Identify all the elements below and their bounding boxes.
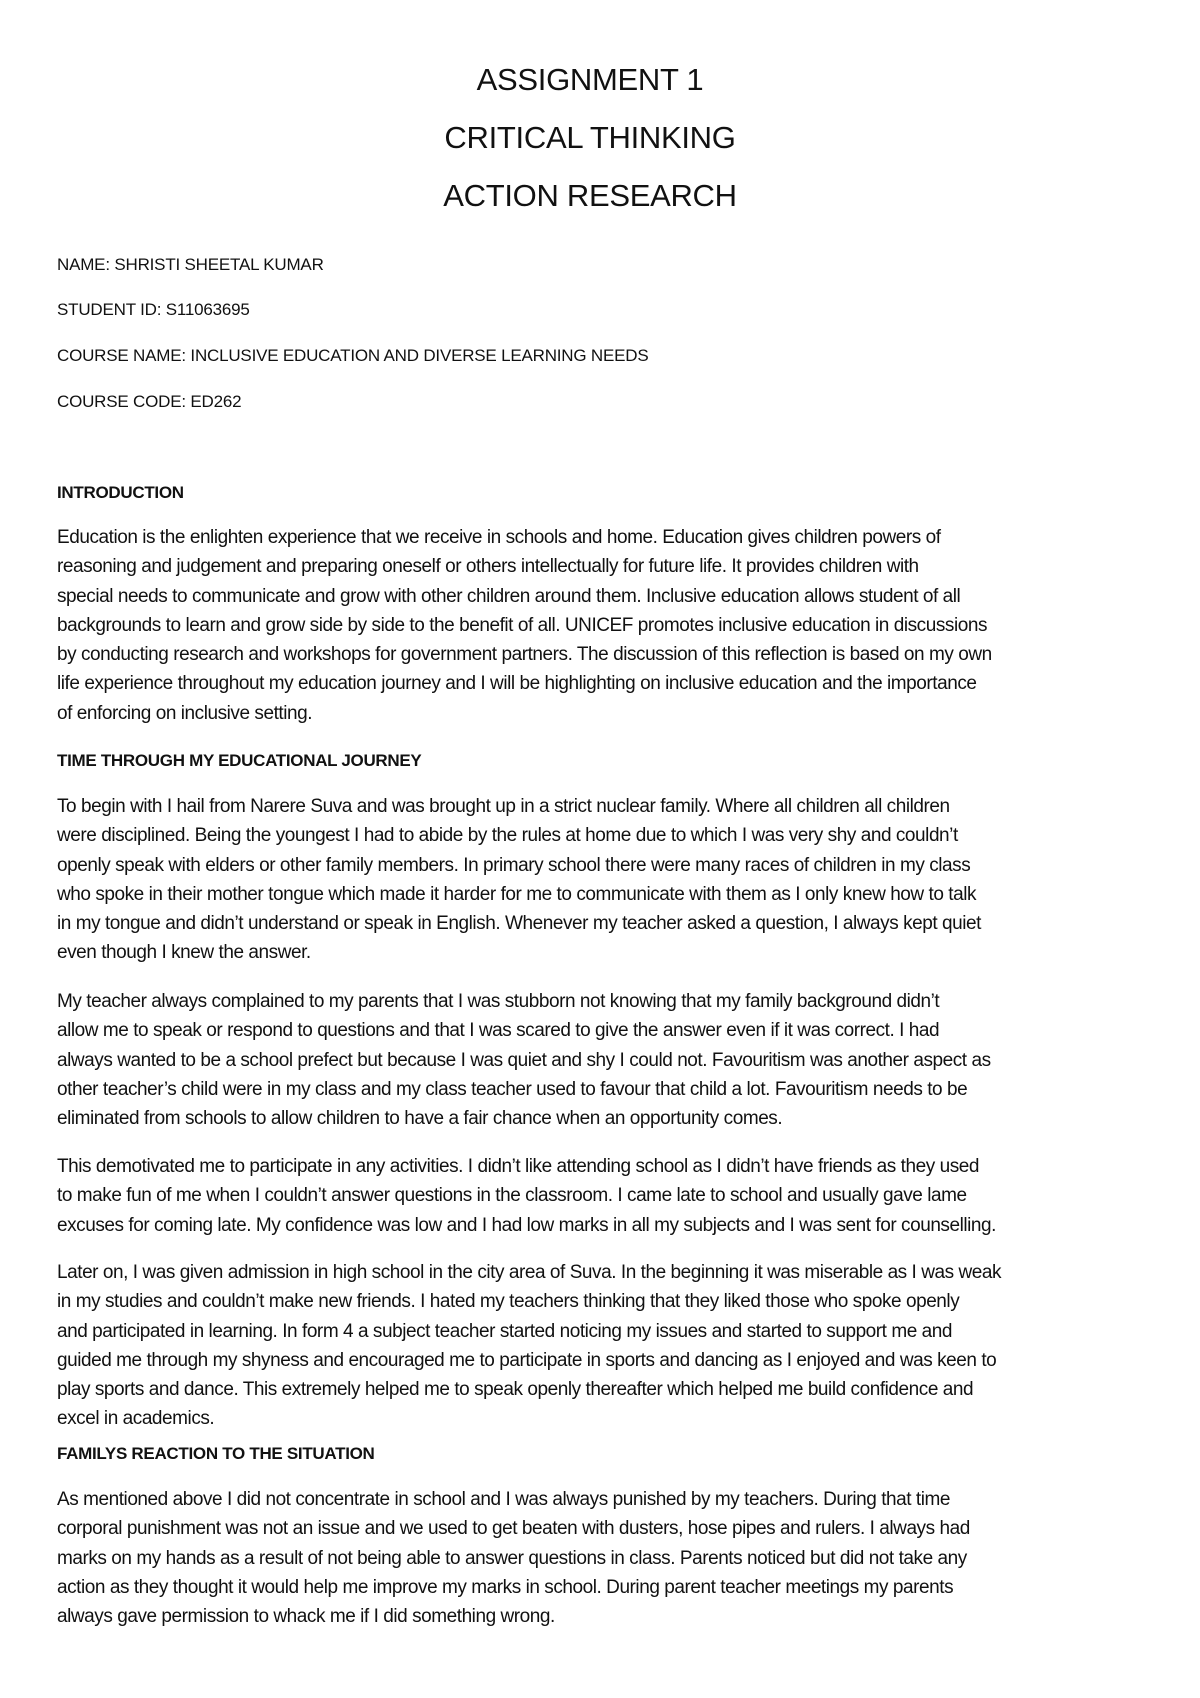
paragraph-line: life experience throughout my education journey and I will be highlighting on inclusive education and the importance: [57, 673, 977, 695]
paragraph-line: always wanted to be a school prefect but because I was quiet and shy I could not. Favouritism was another aspect as: [57, 1049, 991, 1071]
paragraph-line: in my studies and couldn’t make new friends. I hated my teachers thinking that they liked those who spoke openly: [57, 1291, 960, 1313]
paragraph-line: other teacher’s child were in my class and my class teacher used to favour that child a lot. Favouritism needs to be: [57, 1078, 968, 1100]
paragraph-line: special needs to communicate and grow with other children around them. Inclusive education allows student of all: [57, 585, 961, 607]
student-id: STUDENT ID: S11063695: [57, 300, 250, 319]
paragraph-line: always gave permission to whack me if I did something wrong.: [57, 1606, 555, 1628]
paragraph-line: Later on, I was given admission in high school in the city area of Suva. In the beginning it was miserable as I was weak: [57, 1262, 1002, 1283]
course-code: COURSE CODE: ED262: [57, 392, 242, 411]
document-title: ASSIGNMENT 1: [476, 62, 704, 97]
paragraph-line: of enforcing on inclusive setting.: [57, 702, 313, 724]
paragraph-line: guided me through my shyness and encouraged me to participate in sports and dancing as I enjoyed and was keen to: [57, 1349, 997, 1371]
paragraph-line: This demotivated me to participate in any activities. I didn’t like attending school as I didn’t have friends as they used: [57, 1156, 980, 1177]
paragraph-journey-3: [57, 1152, 1137, 1240]
paragraph-line: and participated in learning. In form 4 a subject teacher started noticing my issues and started to support me and: [57, 1320, 953, 1342]
section-heading-introduction: INTRODUCTION: [57, 483, 184, 502]
paragraph-line: openly speak with elders or other family members. In primary school there were many races of children in my class: [57, 854, 971, 876]
paragraph-journey-4: [57, 1258, 1137, 1434]
section-heading-journey: TIME THROUGH MY EDUCATIONAL JOURNEY: [57, 751, 422, 770]
paragraph-family-1: [57, 1485, 1137, 1631]
paragraph-line: As mentioned above I did not concentrate in school and I was always punished by my teachers. During that time: [57, 1489, 951, 1510]
paragraph-line: excel in academics.: [57, 1408, 215, 1430]
paragraph-line: play sports and dance. This extremely helped me to speak openly thereafter which helped me build confidence and: [57, 1379, 974, 1401]
paragraph-line: reasoning and judgement and preparing oneself or others intellectually for future life. It provides children with: [57, 556, 919, 578]
paragraph-journey-2: [57, 987, 1137, 1133]
paragraph-line: eliminated from schools to allow children to have a fair chance when an opportunity comes.: [57, 1108, 783, 1130]
paragraph-line: excuses for coming late. My confidence was low and I had low marks in all my subjects and I was sent for counselling.: [57, 1214, 996, 1236]
student-name: NAME: SHRISTI SHEETAL KUMAR: [57, 255, 324, 274]
paragraph-line: corporal punishment was not an issue and we used to get beaten with dusters, hose pipes and rulers. I always had: [57, 1518, 970, 1540]
paragraph-line: in my tongue and didn’t understand or speak in English. Whenever my teacher asked a question, I always kept quiet: [57, 913, 981, 935]
course-name: COURSE NAME: INCLUSIVE EDUCATION AND DIVERSE LEARNING NEEDS: [57, 346, 649, 365]
document-subtitle: CRITICAL THINKING: [444, 120, 736, 155]
paragraph-line: marks on my hands as a result of not being able to answer questions in class. Parents noticed but did not take any: [57, 1547, 967, 1569]
paragraph-line: My teacher always complained to my parents that I was stubborn not knowing that my family background didn’t: [57, 991, 940, 1012]
section-heading-family: FAMILYS REACTION TO THE SITUATION: [57, 1444, 375, 1463]
paragraph-journey-1: [57, 792, 1137, 968]
paragraph-line: to make fun of me when I couldn’t answer questions in the classroom. I came late to school and usually gave lame: [57, 1185, 967, 1207]
paragraph-line: were disciplined. Being the youngest I had to abide by the rules at home due to which I was very shy and couldn’t: [57, 825, 958, 847]
paragraph-line: who spoke in their mother tongue which made it harder for me to communicate with them as I only knew how to talk: [57, 883, 977, 905]
document-subtitle-2: ACTION RESEARCH: [443, 178, 737, 213]
paragraph-line: even though I knew the answer.: [57, 942, 311, 964]
paragraph-line: backgrounds to learn and grow side by side to the benefit of all. UNICEF promotes inclusive education in discussions: [57, 614, 987, 636]
paragraph-line: allow me to speak or respond to questions and that I was scared to give the answer even if it was correct. I had: [57, 1020, 940, 1042]
paragraph-line: action as they thought it would help me improve my marks in school. During parent teacher meetings my parents: [57, 1576, 954, 1598]
paragraph-line: by conducting research and workshops for government partners. The discussion of this reflection is based on my own: [57, 644, 992, 666]
paragraph-line: Education is the enlighten experience that we receive in schools and home. Education gives children powers of: [57, 527, 941, 548]
paragraph-introduction: [57, 523, 1137, 728]
paragraph-line: To begin with I hail from Narere Suva and was brought up in a strict nuclear family. Where all children all children: [57, 796, 950, 817]
